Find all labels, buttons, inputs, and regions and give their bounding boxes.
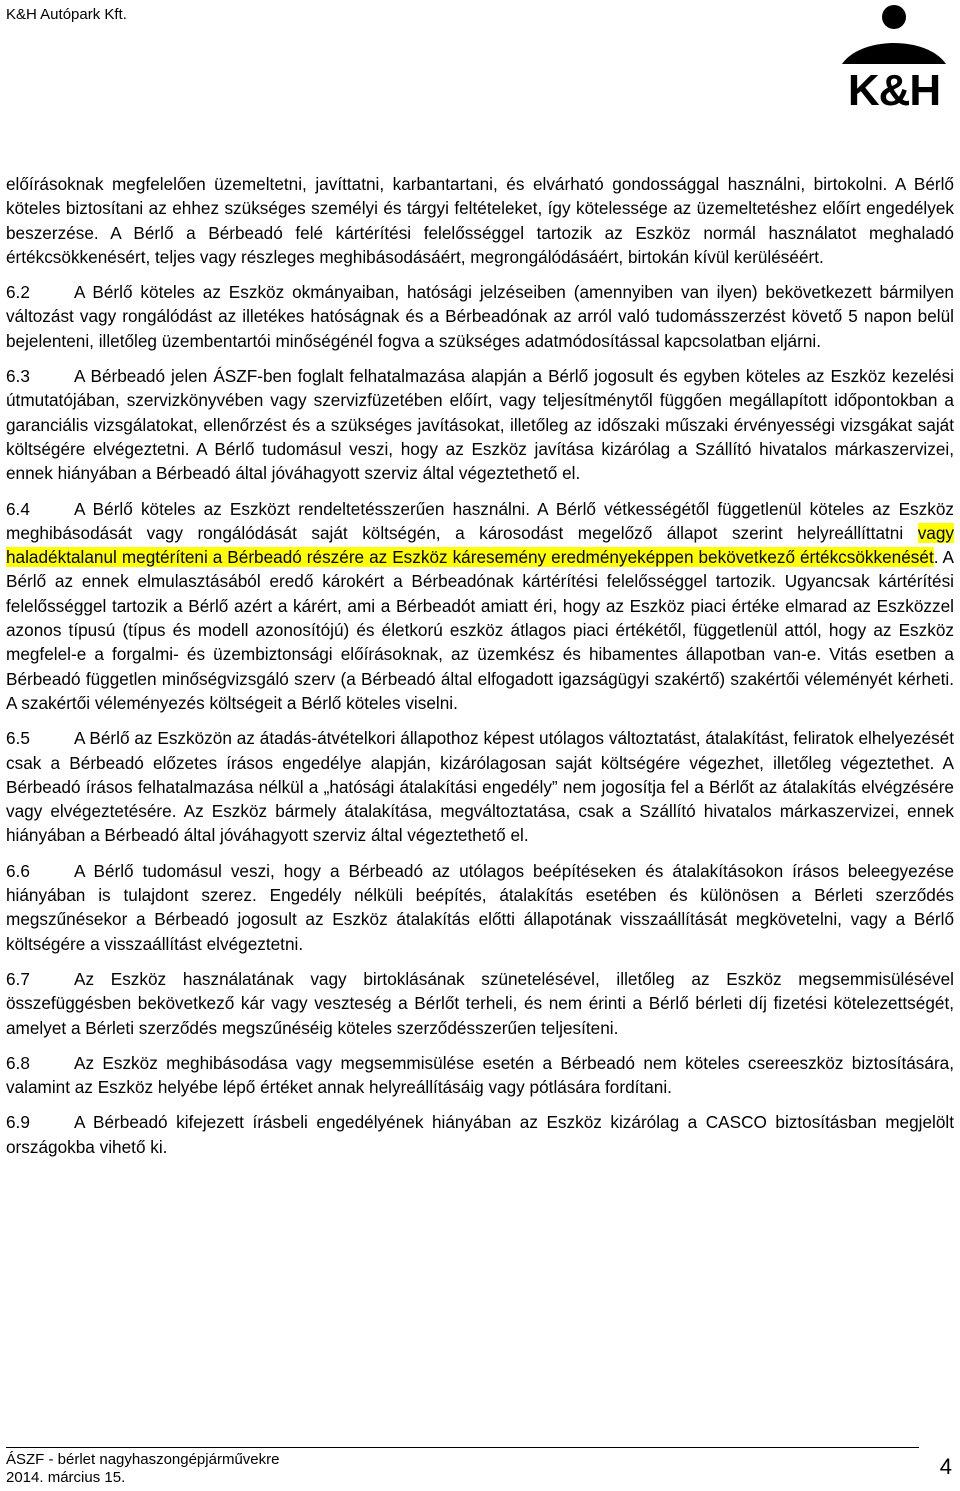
section-6-8 (6, 1051, 954, 1100)
page-number: 4 (939, 1454, 952, 1479)
section-6-2 (6, 280, 954, 353)
section-text: Az Eszköz meghibásodása vagy megsemmisülése esetén a Bérbeadó nem köteles csereeszköz biztosítására, valamint az Eszköz helyébe lépő értéket annak helyreállításáig vagy pótlására fordítani. (6, 1052, 954, 1098)
section-text-continued: . A Bérlő az ennek elmulasztásából eredő károkért a Bérbeadónak kártérítési felelősséggel tartozik. Ugyancsak kártérítési felelősséggel tartozik a Bérlő azért a kárért, ami a Bérbeadót amiatt éri, hogy az Eszköz piaci értéke elmarad az Eszközzel azonos típusú (típus és modell azonosítójú) és életkorú eszköz átlagos piaci értékétől, függetlenül attól, hogy az Eszköz megfelel-e a forgalmi- és üzembiztonsági előírásoknak, az üzemkész és hibamentes állapotban van-e. Vitás esetben a Bérbeadó független minőségvizsgáló szerv (a Bérbeadó által elfogadott igazságügyi szakértő) szakértői véleményét kérheti. A szakértői véleményezés költségeit a Bérlő köteles viselni. (6, 547, 954, 713)
section-6-3 (6, 364, 954, 485)
section-text: A Bérlő az Eszközön az átadás-átvételkori állapothoz képest utólagos változtatást, átalakítást, feliratok elhelyezését csak a Bérbeadó előzetes írásos engedélye alapján, kizárólagosan saját költségére végezhet, illetőleg végeztethet. A Bérbeadó írásos felhatalmazása nélkül a „hatósági átalakítási engedély” nem jogosítja fel a Bérlőt az átalakítás elvégzésére vagy elvégeztetésére. Az Eszköz bármely átalakítása, megváltoztatása, csak a Szállító hivatalos márkaszervizei, ennek hiányában a Bérbeadó által jóváhagyott szerviz által végeztethető el. (6, 728, 954, 846)
section-6-9 (6, 1110, 954, 1159)
section-number: 6.5 (6, 728, 30, 749)
section-text: Az Eszköz használatának vagy birtoklásának szünetelésével, illetőleg az Eszköz megsemmisülésével összefüggésben bekövetkező kár vagy veszteség a Bérlőt terheli, és nem érinti a Bérlő bérleti díj fizetési kötelezettségét, amelyet a Bérleti szerződés megszűnéséig köteles szerződésszerűen teljesíteni. (6, 968, 954, 1038)
section-6-4 (6, 497, 954, 716)
section-text: A Bérlő tudomásul veszi, hogy a Bérbeadó az utólagos beépítéseken és átalakításokon írásos beleegyezése hiányában is tulajdont szerez. Engedély nélküli beépítés, átalakítás esetében és különösen a Bérleti szerződés megszűnésekor a Bérbeadó jogosult az Eszköz átalakítás előtti állapotának visszaállítását megkövetelni, vagy a Bérlő költségére a visszaállítást elvégeztetni. (6, 860, 954, 954)
kh-logo-text: K&H (847, 66, 941, 115)
kh-logo (833, 4, 955, 116)
section-number: 6.6 (6, 860, 30, 881)
footer-doc-title: ÁSZF - bérlet nagyhaszongépjárművekre (6, 1451, 280, 1468)
paragraph-intro: előírásoknak megfelelően üzemeltetni, javíttatni, karbantartani, és elvárható gondossággal használni, birtokolni. A Bérlő köteles biztosítani az ehhez szükséges személyi és tárgyi feltételeket, így kötelessége az üzemeltetéshez előírt engedélyek beszerzése. A Bérlő a Bérbeadó felé kártérítési felelősséggel tartozik az Eszköz normál használatot meghaladó értékcsökkenésért, teljes vagy részleges meghibásodásáért, megrongálódásáért, birtokán kívül kerüléséért. (6, 174, 954, 267)
footer-date: 2014. március 15. (6, 1469, 126, 1486)
section-number: 6.8 (6, 1052, 30, 1073)
section-number: 6.2 (6, 282, 30, 303)
highlighted-text: vagy haladéktalanul megtéríteni a Bérbeadó részére az Eszköz káresemény eredményeképpen bekövetkező értékcsökkenését (6, 522, 954, 568)
section-text: A Bérlő köteles az Eszközt rendeltetésszerűen használni. A Bérlő vétkességétől függetlenül köteles az Eszköz meghibásodását vagy rongálódását saját költségén, a károsodást megelőző állapot szerint helyreállíttatni (6, 498, 954, 543)
section-number: 6.7 (6, 968, 30, 989)
section-6-7 (6, 967, 954, 1040)
section-text: A Bérbeadó jelen ÁSZF-ben foglalt felhatalmazása alapján a Bérlő jogosult és egyben köteles az Eszköz kezelési útmutatójában, szervizkönyvében vagy szervizfüzetében előírt, vagy teljesítménytől függően megállapított időpontokban a garanciális vizsgálatokat, ellenőrzést és a szükséges javításokat, illetőleg az időszaki műszaki érvényességi vizsgákat saját költségére elvégeztetni. A Bérlő tudomásul veszi, hogy az Eszköz javítása kizárólag a Szállító hivatalos márkaszervizei, ennek hiányában a Bérbeadó által jóváhagyott szerviz által végeztethető el. (6, 366, 954, 484)
footer-info (6, 1451, 279, 1487)
section-text: A Bérlő köteles az Eszköz okmányaiban, hatósági jelzéseiben (amennyiben van ilyen) bekövetkezett bármilyen változást vagy rongálódást az illetékes hatóságnak és a Bérbeadónak az arról való tudomásszerzést követő 5 napon belül bejelenteni, illetőleg üzembentartói minőségénél fogva a szükséges adatmódosítással kapcsolatban eljárni. (6, 282, 954, 351)
section-6-5 (6, 726, 954, 847)
footer-divider (6, 1447, 919, 1448)
header-company-name: K&H Autópark Kft. (6, 6, 127, 23)
section-number: 6.3 (6, 366, 30, 387)
section-number: 6.9 (6, 1112, 30, 1133)
kh-logo-mark (833, 4, 955, 74)
section-6-6 (6, 859, 954, 956)
section-text: A Bérbeadó kifejezett írásbeli engedélyének hiányában az Eszköz kizárólag a CASCO biztosításban megjelölt országokba vihető ki. (6, 1112, 954, 1157)
section-number: 6.4 (6, 498, 30, 519)
document-body (6, 172, 954, 1159)
